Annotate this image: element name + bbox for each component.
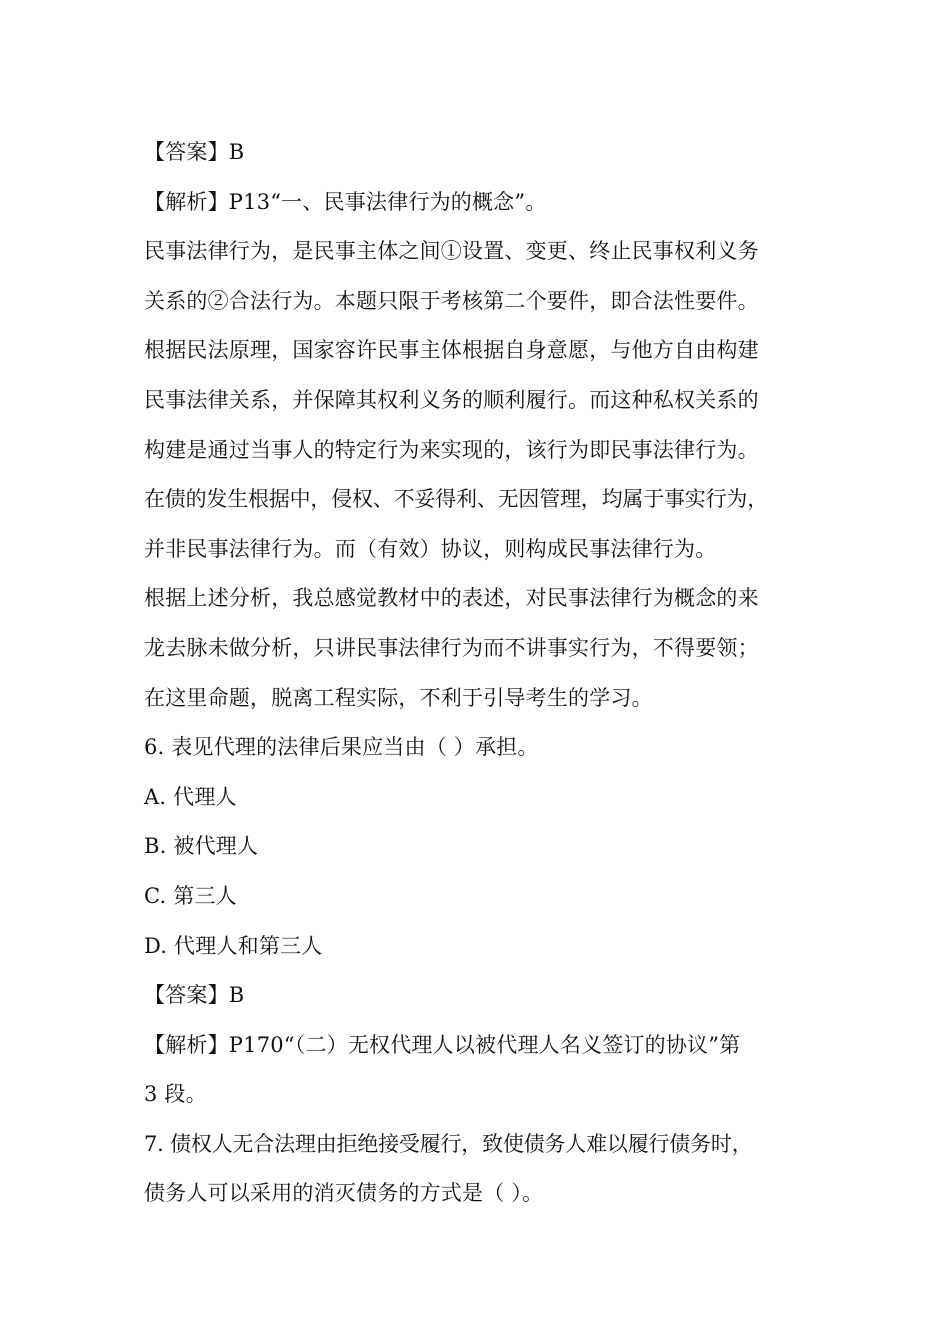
option-b: B. 被代理人 bbox=[144, 834, 259, 859]
analysis-heading-q6: 【解析】P170“（二）无权代理人以被代理人名义签订的协议”第 bbox=[144, 1032, 741, 1057]
question-6: 6. 表见代理的法律后果应当由（ ）承担。 bbox=[144, 735, 539, 760]
paragraph-line: 关系的②合法行为。本题只限于考核第二个要件，即合法性要件。 bbox=[144, 288, 759, 313]
option-d: D. 代理人和第三人 bbox=[144, 933, 323, 958]
paragraph-line: 根据上述分析，我总感觉教材中的表述，对民事法律行为概念的来 bbox=[144, 586, 759, 611]
answer-label-q6: 【答案】B bbox=[144, 983, 245, 1008]
option-a: A. 代理人 bbox=[144, 784, 237, 809]
question-7-continuation: 债务人可以采用的消灭债务的方式是（ ）。 bbox=[144, 1181, 544, 1206]
analysis-heading-q5: 【解析】P13“一、民事法律行为的概念”。 bbox=[144, 189, 547, 214]
paragraph-line: 民事法律行为，是民事主体之间①设置、变更、终止民事权利义务 bbox=[144, 239, 759, 264]
paragraph-line: 3 段。 bbox=[144, 1082, 207, 1107]
question-7: 7. 债权人无合法理由拒绝接受履行，致使债务人难以履行债务时， bbox=[144, 1131, 753, 1156]
answer-label-q5: 【答案】B bbox=[144, 140, 245, 164]
paragraph-line: 民事法律关系，并保障其权利义务的顺利履行。而这种私权关系的 bbox=[144, 387, 759, 412]
paragraph-line: 龙去脉未做分析，只讲民事法律行为而不讲事实行为，不得要领； bbox=[144, 635, 759, 660]
paragraph-line: 根据民法原理，国家容许民事主体根据自身意愿，与他方自由构建 bbox=[144, 338, 759, 363]
option-c: C. 第三人 bbox=[144, 883, 237, 908]
paragraph-line: 构建是通过当事人的特定行为来实现的，该行为即民事法律行为。 bbox=[144, 437, 759, 462]
paragraph-line: 在债的发生根据中，侵权、不妥得利、无因管理，均属于事实行为， bbox=[144, 487, 768, 512]
document-body bbox=[144, 132, 844, 1223]
paragraph-line: 并非民事法律行为。而（有效）协议，则构成民事法律行为。 bbox=[144, 536, 717, 561]
paragraph-line: 在这里命题，脱离工程实际，不利于引导考生的学习。 bbox=[144, 685, 653, 710]
